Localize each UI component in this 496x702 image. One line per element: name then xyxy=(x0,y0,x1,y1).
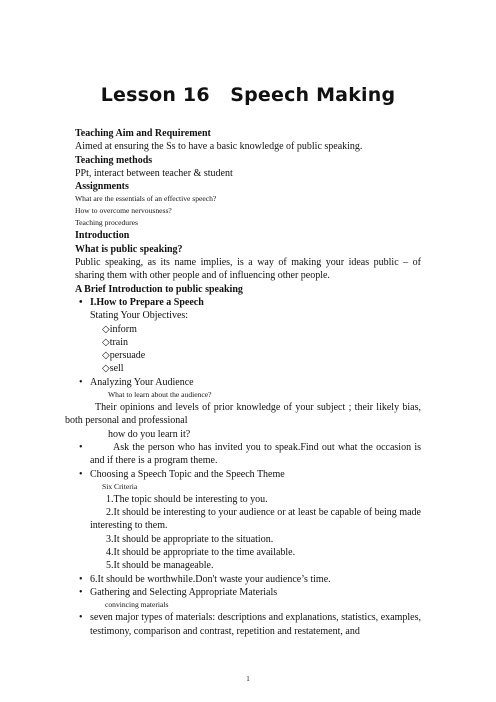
bullet-dot: • xyxy=(79,468,83,480)
bullet-dot: • xyxy=(79,612,83,624)
bullet-item xyxy=(75,573,421,586)
bullet-item xyxy=(75,586,421,599)
bullet-text: Analyzing Your Audience xyxy=(90,376,194,388)
heading-methods: Teaching methods xyxy=(75,154,153,166)
text-how-learn: how do you learn it? xyxy=(108,428,191,440)
bullet-text: Choosing a Speech Topic and the Speech Theme xyxy=(90,468,285,480)
page-number: 1 xyxy=(246,675,250,683)
bullet-dot: • xyxy=(79,296,83,308)
bullet-dot: • xyxy=(79,586,83,598)
heading-brief-introduction: A Brief Introduction to public speaking xyxy=(75,283,243,295)
bullet-text: seven major types of materials: descriptions and explanations, statistics, examples, testimony, comparison and contrast, repetition and restatement, and xyxy=(90,612,421,637)
criterion-item: 2.It should be interesting to your audience or at least be capable of being made interesting to them. xyxy=(90,507,421,532)
bullet-dot: • xyxy=(79,376,83,388)
bullet-dot: • xyxy=(79,441,83,453)
criterion-item: 4.It should be appropriate to the time available. xyxy=(106,547,296,559)
bullet-item xyxy=(75,468,421,481)
text-stating-objectives: Stating Your Objectives: xyxy=(90,310,189,322)
bullet-item xyxy=(75,441,421,468)
procedures-label: Teaching procedures xyxy=(75,218,138,228)
bullet-item xyxy=(75,376,421,389)
bullet-text: Gathering and Selecting Appropriate Materials xyxy=(90,586,278,598)
paragraph-definition: Public speaking, as its name implies, is a way of making your ideas public – of sharing them with other people and of influencing other people. xyxy=(75,257,421,282)
bullet-item xyxy=(75,296,421,309)
text-convincing-materials: convincing materials xyxy=(105,600,169,610)
bullet-text: Ask the person who has invited you to speak.Find out what the occasion is and if there is a program theme. xyxy=(90,441,421,467)
criterion-item: 5.It should be manageable. xyxy=(106,560,214,572)
heading-assignments: Assignments xyxy=(75,181,129,193)
criterion-item: 3.It should be appropriate to the situation. xyxy=(106,533,274,545)
document-body xyxy=(65,127,421,638)
lesson-title: Lesson 16 Speech Making xyxy=(100,84,396,106)
paragraph-opinions: Their opinions and levels of prior knowledge of your subject ; their likely bias, both personal and professional xyxy=(65,402,421,427)
objective-item: ◇train xyxy=(102,336,129,348)
heading-aim: Teaching Aim and Requirement xyxy=(75,128,211,139)
assignment-item: What are the essentials of an effective speech? xyxy=(75,194,217,204)
criterion-item: 1.The topic should be interesting to you. xyxy=(106,493,268,505)
objective-item: ◇inform xyxy=(102,323,137,335)
bullet-text: I.How to Prepare a Speech xyxy=(90,296,204,308)
bullet-dot: • xyxy=(79,573,83,585)
text-what-to-learn: What to learn about the audience? xyxy=(108,390,212,400)
objective-item: ◇sell xyxy=(102,363,124,375)
bullet-text: 6.It should be worthwhile.Don't waste your audience’s time. xyxy=(90,573,331,585)
objective-item: ◇persuade xyxy=(102,350,146,362)
text-aim: Aimed at ensuring the Ss to have a basic knowledge of public speaking. xyxy=(75,141,363,153)
assignment-item: How to overcome nervousness? xyxy=(75,206,172,216)
heading-introduction: Introduction xyxy=(75,230,130,242)
bullet-item xyxy=(75,611,421,638)
text-six-criteria: Six Criteria xyxy=(102,481,138,491)
text-methods: PPt, interact between teacher & student xyxy=(75,167,233,179)
heading-what-is-public-speaking: What is public speaking? xyxy=(75,243,183,255)
